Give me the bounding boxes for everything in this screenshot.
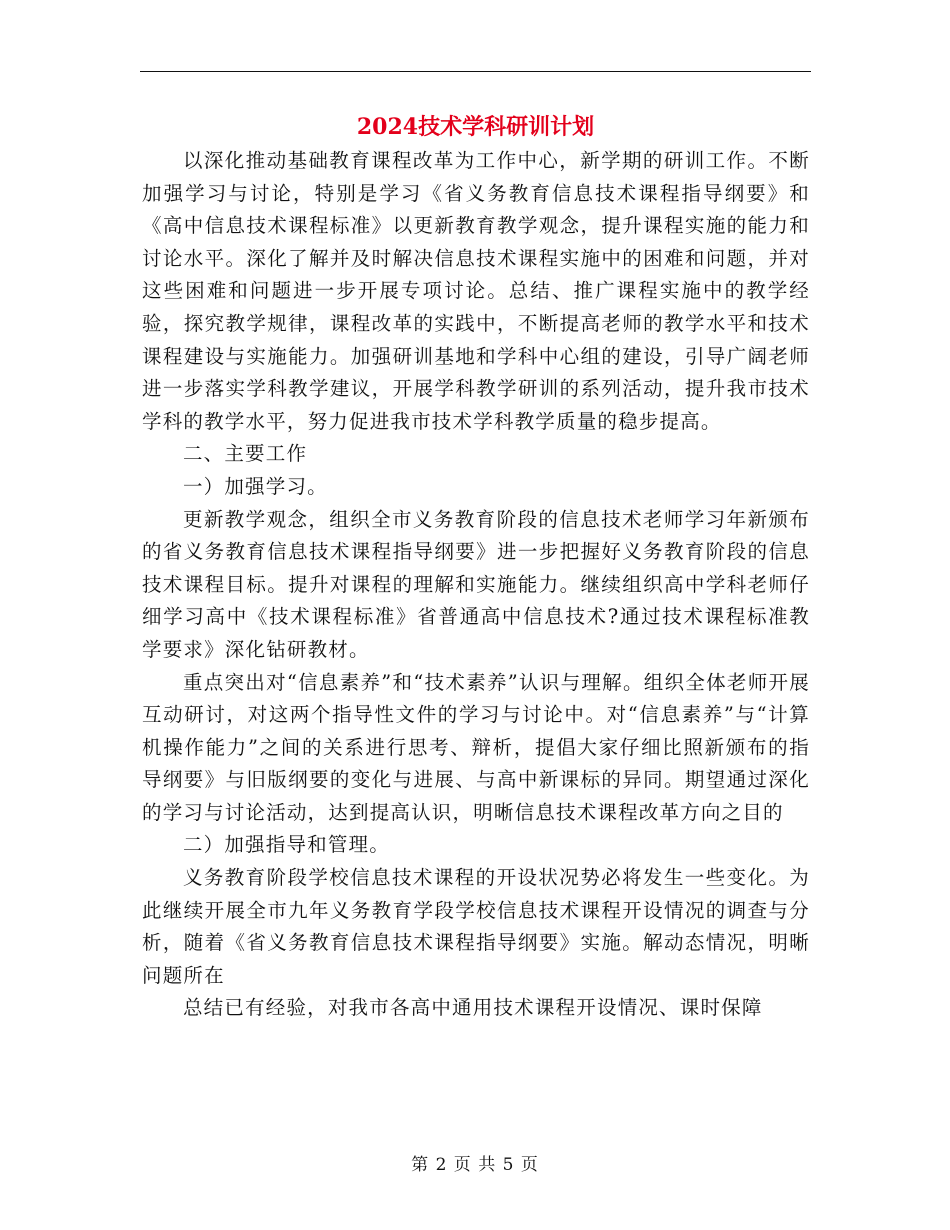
page-footer (0, 1153, 950, 1177)
paragraph-intro: 以深化推动基础教育课程改革为工作中心，新学期的研训工作。不断加强学习与讨论，特别是学习《省义务教育信息技术课程指导纲要》和《高中信息技术课程标准》以更新教育教学观念，提升课程实施的能力和讨论水平。深化了解并及时解决信息技术课程实施中的困难和问题，并对这些困难和问题进一步开展专项讨论。总结、推广课程实施中的教学经验，探究教学规律，课程改革的实践中，不断提高老师的教学水平和技术课程建设与实施能力。加强研训基地和学科中心组的建设，引导广阔老师进一步落实学科教学建议，开展学科教学研训的系列活动，提升我市技术学科的教学水平，努力促进我市技术学科教学质量的稳步提高。 (142, 149, 810, 433)
header-rule (140, 71, 811, 72)
subsection-heading-study: 一）加强学习。 (182, 474, 328, 498)
paragraph-summary-experience: 总结已有经验，对我市各高中通用技术课程开设情况、课时保障 (182, 996, 763, 1020)
section-heading-main-work: 二、主要工作 (182, 442, 308, 466)
document-body (142, 145, 810, 1025)
page-number-label: 第 2 页 共 5 页 (411, 1155, 539, 1175)
document-title: 2024技术学科研训计划 (356, 114, 595, 140)
paragraph-update-concepts: 更新教学观念，组织全市义务教育阶段的信息技术老师学习年新颁布的省义务教育信息技术课程指导纲要》进一步把握好义务教育阶段的信息技术课程目标。提升对课程的理解和实施能力。继续组织高中学科老师仔细学习高中《技术课程标准》省普通高中信息技术?通过技术课程标准教学要求》深化钻研教材。 (142, 507, 810, 661)
paragraph-compulsory-education: 义务教育阶段学校信息技术课程的开设状况势必将发生一些变化。为此继续开展全市九年义务教育学段学校信息技术课程开设情况的调查与分析，随着《省义务教育信息技术课程指导纲要》实施。解动态情况，明晰问题所在 (142, 866, 810, 987)
paragraph-literacy-focus: 重点突出对“信息素养”和“技术素养”认识与理解。组织全体老师开展互动研讨，对这两个指导性文件的学习与讨论中。对“信息素养”与“计算机操作能力”之间的关系进行思考、辩析，提倡大家仔细比照新颁布的指导纲要》与旧版纲要的变化与进展、与高中新课标的异同。期望通过深化的学习与讨论活动，达到提高认识，明晰信息技术课程改革方向之目的 (142, 670, 810, 824)
subsection-heading-guidance: 二）加强指导和管理。 (182, 833, 390, 857)
